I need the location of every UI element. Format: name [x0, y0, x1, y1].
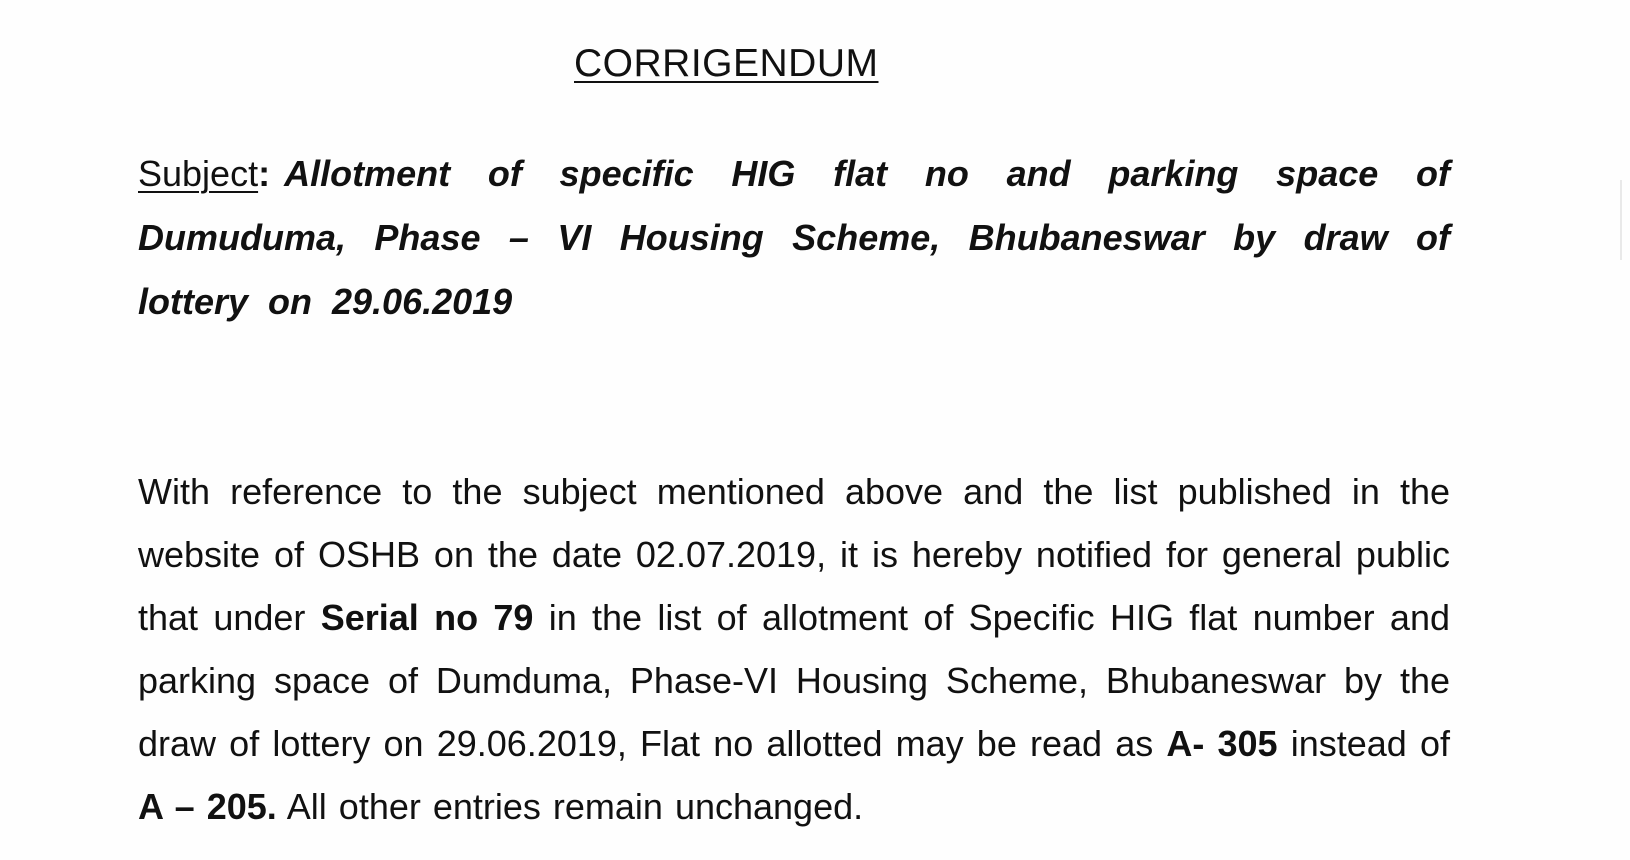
- new-flat-number: A- 305: [1166, 723, 1278, 764]
- document-heading: CORRIGENDUM: [574, 42, 879, 85]
- subject-text: Allotment of specific HIG flat no and parking space of Dumuduma, Phase – VI Housing Scheme, Bhubaneswar by draw of lottery on 29.06.2019: [138, 153, 1450, 322]
- body-paragraph: [138, 460, 1450, 838]
- body-text-part4: All other entries remain unchanged.: [276, 786, 864, 827]
- body-text-part3: instead of: [1277, 723, 1450, 764]
- subject-colon: :: [258, 153, 271, 194]
- serial-number-text: Serial no 79: [320, 597, 534, 638]
- subject-label: Subject: [138, 153, 259, 194]
- subject-paragraph: [138, 142, 1450, 334]
- body-text-part1: With reference to the subject mentioned above and the list published in the website of OSHB on the date 02.07.2019, it is hereby notified for general public that under: [138, 471, 1450, 638]
- old-flat-number: A – 205.: [138, 786, 277, 827]
- page-edge-shadow: [1620, 180, 1622, 260]
- body-text-part2: in the list of allotment of Specific HIG flat number and parking space of Dumduma, Phase-VI Housing Scheme, Bhubaneswar by the draw of lottery on 29.06.2019, Flat no allotted may be read as: [138, 597, 1451, 764]
